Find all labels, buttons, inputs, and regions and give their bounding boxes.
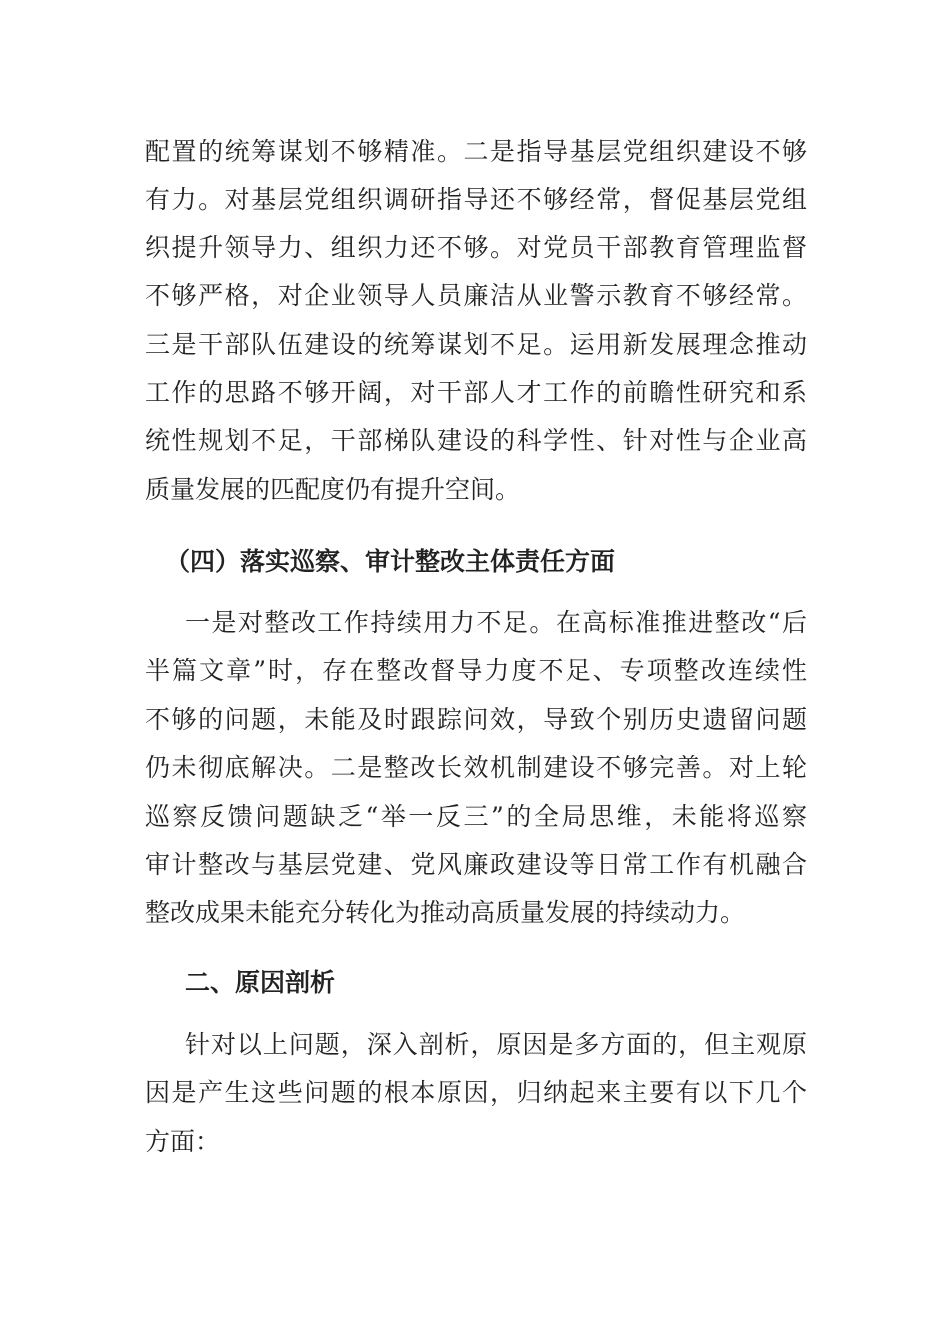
text-line: 不够严格，对企业领导人员廉洁从业警示教育不够经常。 bbox=[145, 281, 807, 310]
text-line: 整改成果未能充分转化为推动高质量发展的持续动力。 bbox=[145, 898, 746, 927]
text-line: 巡察反馈问题缺乏“举一反三”的全局思维，未能将巡察 bbox=[145, 802, 807, 831]
text-line: 配置的统筹谋划不够精准。二是指导基层党组织建设不够 bbox=[145, 137, 807, 166]
text-line: 方面： bbox=[145, 1127, 221, 1156]
text-line: 针对以上问题，深入剖析，原因是多方面的，但主观原 bbox=[185, 1030, 807, 1059]
text-line: 三是干部队伍建设的统筹谋划不足。运用新发展理念推动 bbox=[145, 330, 807, 359]
text-line: 有力。对基层党组织调研指导还不够经常，督促基层党组 bbox=[145, 185, 807, 214]
text-line: 审计整改与基层党建、党风廉政建设等日常工作有机融合 bbox=[145, 850, 807, 879]
text-line: 质量发展的匹配度仍有提升空间。 bbox=[145, 475, 521, 504]
section-heading-2: 二、原因剖析 bbox=[185, 968, 336, 997]
text-line: 因是产生这些问题的根本原因，归纳起来主要有以下几个 bbox=[145, 1078, 807, 1107]
text-line: 不够的问题，未能及时跟踪问效，导致个别历史遗留问题 bbox=[145, 705, 807, 734]
text-line: 仍未彻底解决。二是整改长效机制建设不够完善。对上轮 bbox=[145, 753, 807, 782]
text-line: 织提升领导力、组织力还不够。对党员干部教育管理监督 bbox=[145, 233, 807, 262]
section-heading-4: （四）落实巡察、审计整改主体责任方面 bbox=[165, 547, 616, 576]
text-line: 一是对整改工作持续用力不足。在高标准推进整改“后 bbox=[185, 608, 807, 637]
text-line: 工作的思路不够开阔，对干部人才工作的前瞻性研究和系 bbox=[145, 378, 807, 407]
text-line: 统性规划不足，干部梯队建设的科学性、针对性与企业高 bbox=[145, 426, 807, 455]
text-line: 半篇文章”时，存在整改督导力度不足、专项整改连续性 bbox=[145, 656, 807, 685]
